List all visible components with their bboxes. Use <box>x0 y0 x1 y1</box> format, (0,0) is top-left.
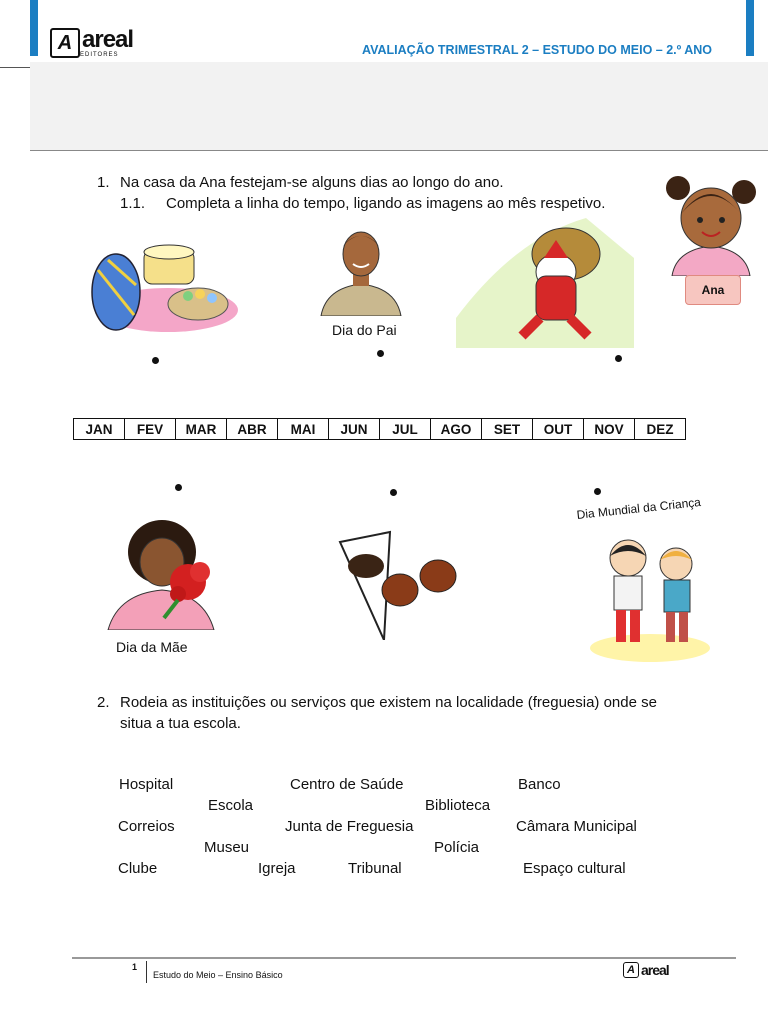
word-banco[interactable]: Banco <box>518 776 561 793</box>
header-accent-bar-right <box>746 0 754 56</box>
question-1-text: Na casa da Ana festejam-se alguns dias ao longo do ano. <box>120 174 504 191</box>
question-2-number: 2. <box>97 694 110 711</box>
month-cell[interactable]: NOV <box>584 419 635 440</box>
word-igreja[interactable]: Igreja <box>258 860 296 877</box>
header-accent-bar-left <box>30 0 38 56</box>
header-rule <box>0 67 30 68</box>
footer-separator <box>146 961 147 983</box>
connect-dot[interactable] <box>175 484 182 491</box>
footer-areal-logo <box>623 962 669 978</box>
question-2-text-line2: situa a tua escola. <box>120 715 241 732</box>
word-biblioteca[interactable]: Biblioteca <box>425 797 491 814</box>
month-cell[interactable]: DEZ <box>635 419 686 440</box>
connect-dot[interactable] <box>377 350 384 357</box>
word-policia[interactable]: Polícia <box>434 839 480 856</box>
areal-logo-icon: A <box>623 962 639 978</box>
areal-logo <box>50 28 133 58</box>
question-1-1-text: Completa a linha do tempo, ligando as imagens ao mês respetivo. <box>166 195 606 212</box>
caption-dia-do-pai: Dia do Pai <box>332 322 397 338</box>
connect-dot[interactable] <box>594 488 601 495</box>
connect-dot[interactable] <box>390 489 397 496</box>
ana-portrait <box>664 172 758 276</box>
connect-dot[interactable] <box>615 355 622 362</box>
ana-label: Ana <box>685 275 741 305</box>
easter-illustration <box>78 230 238 336</box>
logo-text: areal <box>82 26 134 53</box>
question-2-text-line1: Rodeia as instituições ou serviços que existem na localidade (freguesia) onde se <box>120 694 657 711</box>
word-espaco-cultural[interactable]: Espaço cultural <box>523 860 626 877</box>
caption-dia-mundial-crianca: Dia Mundial da Criança <box>576 494 702 522</box>
student-info-box <box>30 62 768 151</box>
word-museu[interactable]: Museu <box>204 839 250 856</box>
page-number: 1 <box>132 962 138 972</box>
month-cell[interactable]: MAR <box>176 419 227 440</box>
logo-subtext: EDITORES <box>80 52 119 58</box>
month-cell[interactable]: MAI <box>278 419 329 440</box>
month-cell[interactable]: FEV <box>125 419 176 440</box>
father-illustration <box>316 220 406 316</box>
month-cell[interactable]: SET <box>482 419 533 440</box>
chestnuts-illustration <box>336 528 460 640</box>
areal-logo-icon: A <box>50 28 80 58</box>
word-escola[interactable]: Escola <box>208 797 254 814</box>
connect-dot[interactable] <box>152 357 159 364</box>
word-correios[interactable]: Correios <box>118 818 175 835</box>
word-camara-municipal[interactable]: Câmara Municipal <box>516 818 637 835</box>
word-tribunal[interactable]: Tribunal <box>348 860 402 877</box>
word-centro-de-saude[interactable]: Centro de Saúde <box>290 776 404 793</box>
month-cell[interactable]: JUN <box>329 419 380 440</box>
children-illustration <box>586 530 712 662</box>
month-cell[interactable]: ABR <box>227 419 278 440</box>
month-cell[interactable]: JUL <box>380 419 431 440</box>
footer-text: Estudo do Meio – Ensino Básico <box>153 970 283 980</box>
word-clube[interactable]: Clube <box>118 860 158 877</box>
footer-logo-text: areal <box>641 962 669 978</box>
page-title: AVALIAÇÃO TRIMESTRAL 2 – ESTUDO DO MEIO – 2.º ANO <box>362 43 712 57</box>
month-cell[interactable]: AGO <box>431 419 482 440</box>
month-timeline <box>73 418 686 440</box>
word-junta-de-freguesia[interactable]: Junta de Freguesia <box>285 818 414 835</box>
caption-dia-da-mae: Dia da Mãe <box>116 639 188 655</box>
month-cell[interactable]: JAN <box>74 419 125 440</box>
santa-illustration <box>456 218 634 348</box>
footer-rule <box>72 957 736 959</box>
question-1-number: 1. <box>97 174 110 191</box>
mother-illustration <box>104 508 224 630</box>
word-hospital[interactable]: Hospital <box>119 776 174 793</box>
question-1-1-number: 1.1. <box>120 195 146 212</box>
month-cell[interactable]: OUT <box>533 419 584 440</box>
